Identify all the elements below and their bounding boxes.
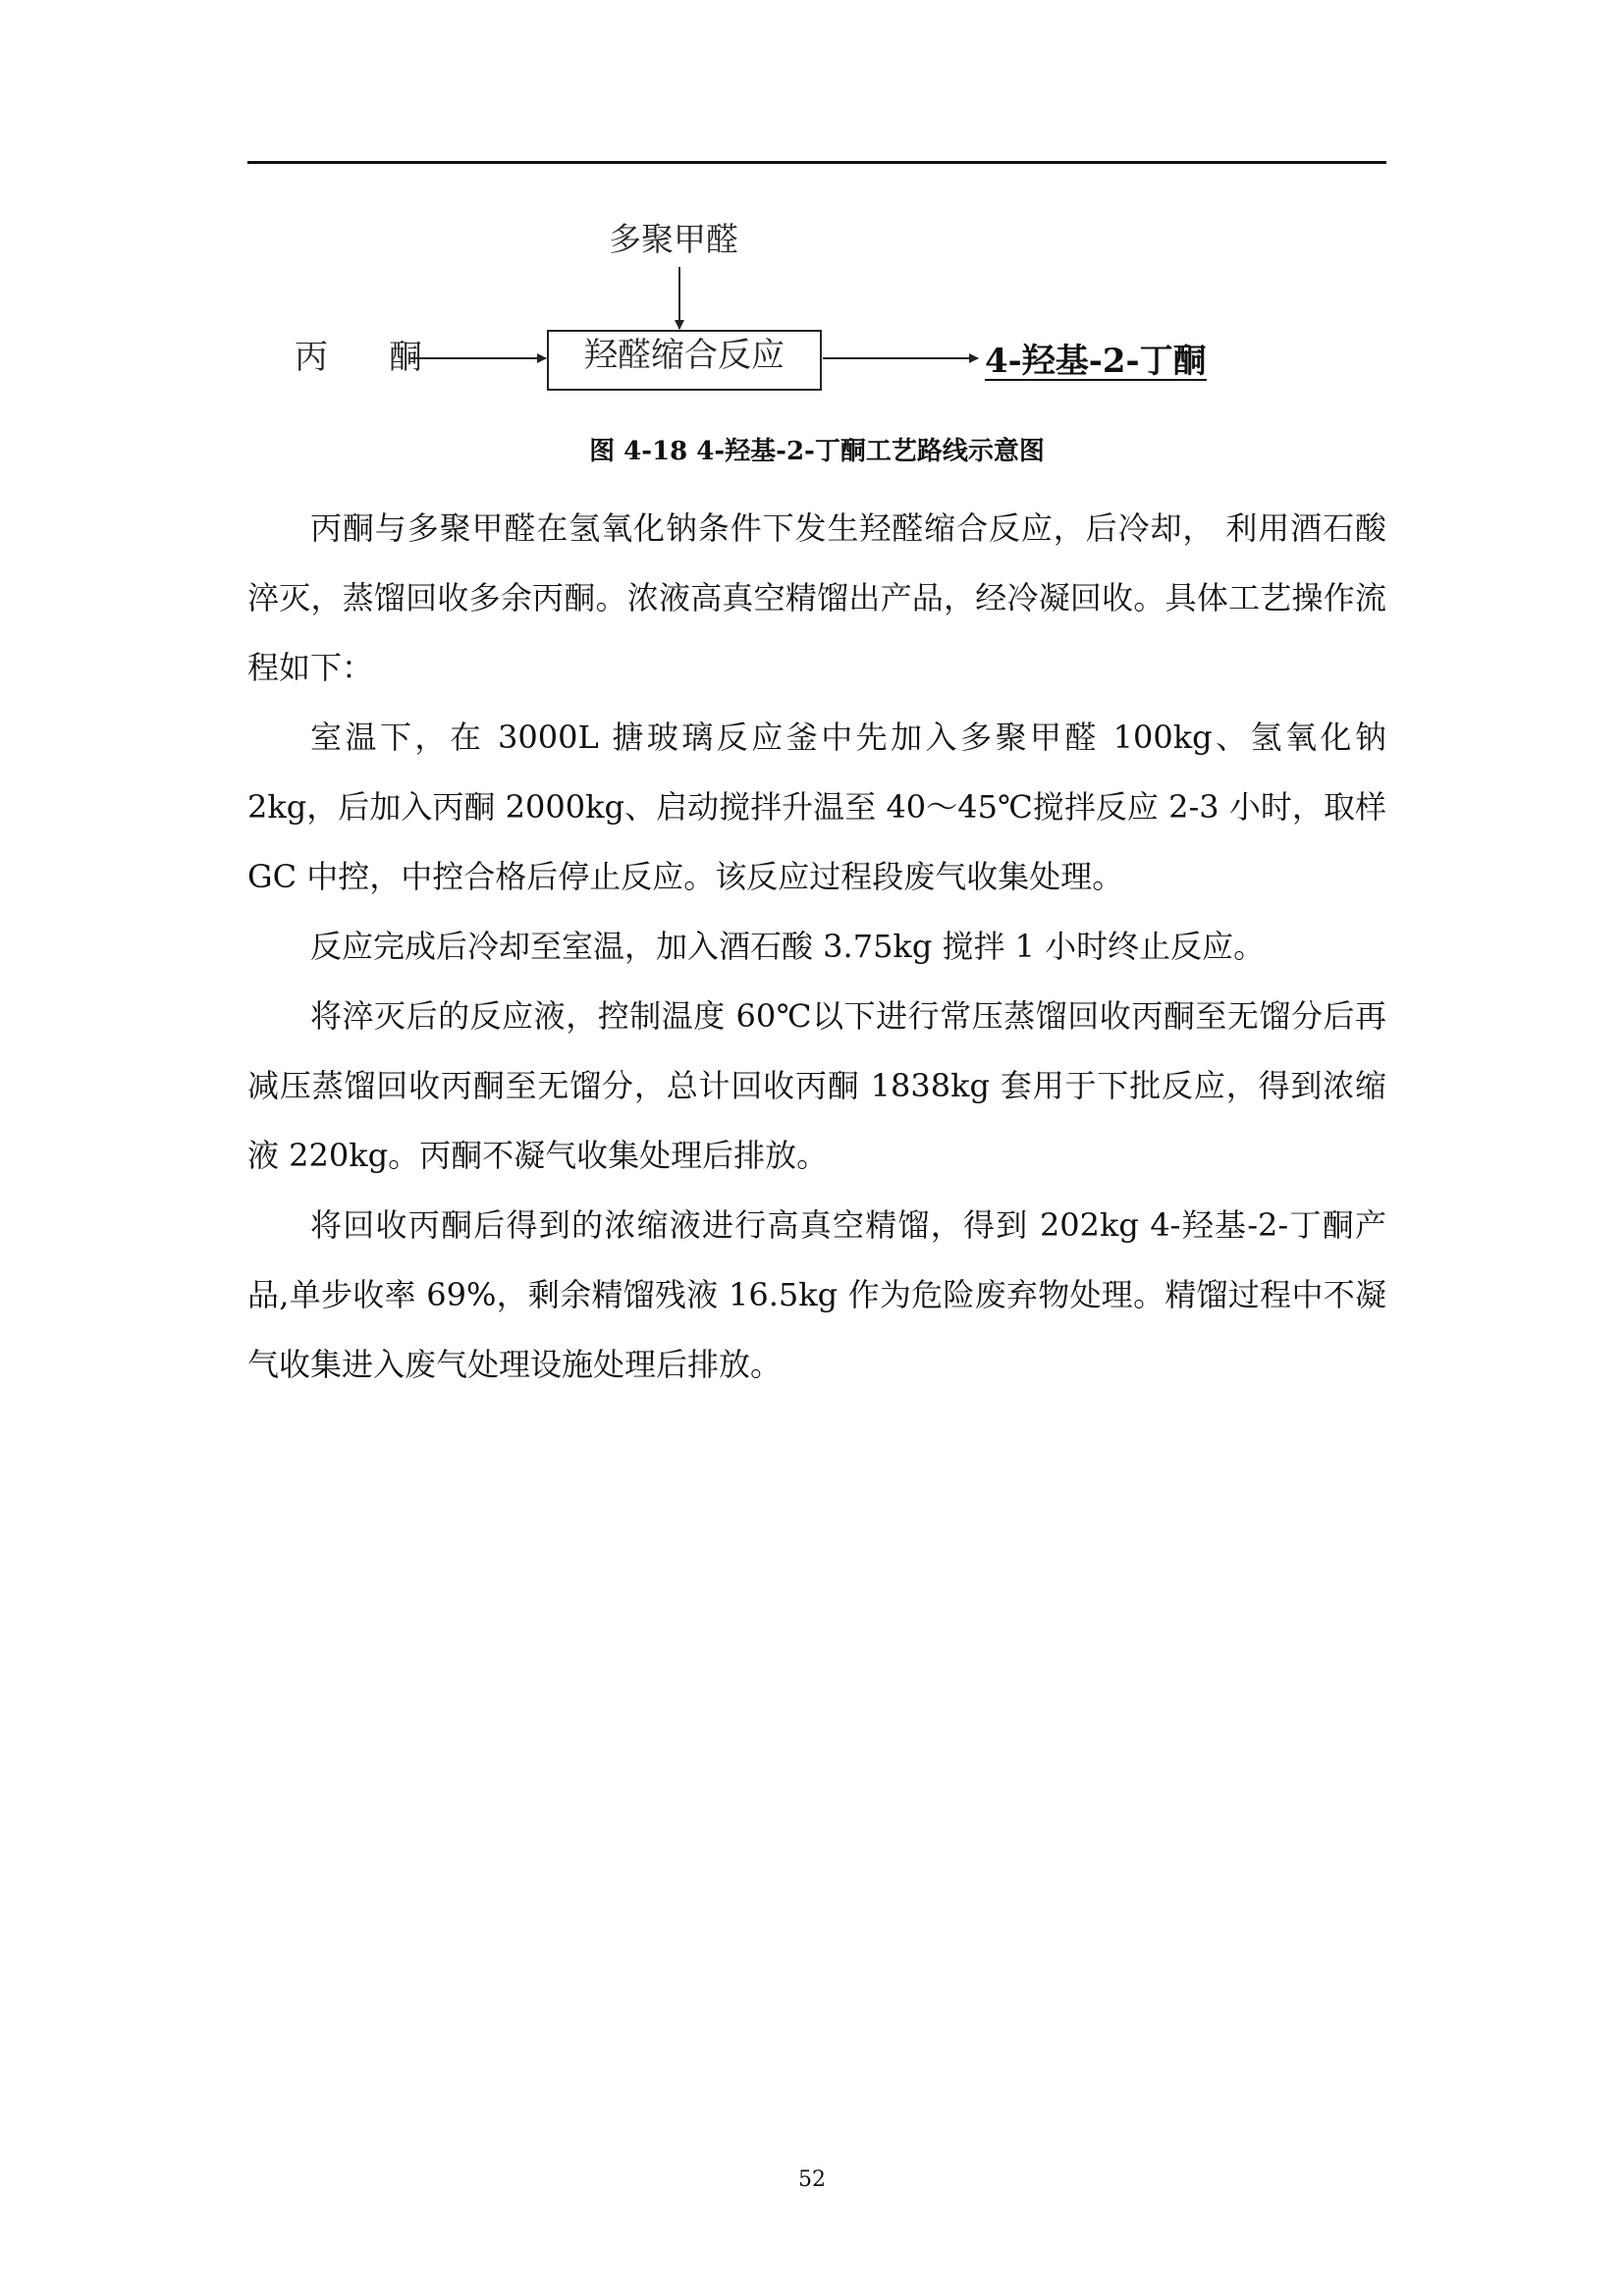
paragraph: 将回收丙酮后得到的浓缩液进行高真空精馏，得到 202kg 4-羟基-2-丁酮产品,单步收率 69%，剩余精馏残液 16.5kg 作为危险废弃物处理。精馏过程中不凝气收集进入废气处理设施处理后排放。: [247, 1206, 1386, 1383]
body-text: [247, 494, 1386, 1400]
diagram-product: 4-羟基-2-丁酮: [985, 342, 1207, 381]
figure-caption: 图 4-18 4-羟基-2-丁酮工艺路线示意图: [589, 437, 1045, 466]
paragraph: 反应完成后冷却至室温，加入酒石酸 3.75kg 搅拌 1 小时终止反应。: [310, 928, 1266, 965]
process-flow-diagram: [0, 0, 1624, 432]
diagram-input-top: 多聚甲醛: [609, 220, 738, 258]
paragraph: 将淬灭后的反应液，控制温度 60℃以下进行常压蒸馏回收丙酮至无馏分后再减压蒸馏回收丙酮至无馏分，总计回收丙酮 1838kg 套用于下批反应，得到浓缩液 220kg。丙酮不凝气收集处理后排放。: [247, 997, 1386, 1174]
diagram-input-left: 丙 酮: [295, 338, 436, 377]
paragraph: 丙酮与多聚甲醛在氢氧化钠条件下发生羟醛缩合反应，后冷却， 利用酒石酸淬灭，蒸馏回收多余丙酮。浓液高真空精馏出产品，经冷凝回收。具体工艺操作流程如下：: [247, 509, 1386, 686]
paragraph: 室温下，在 3000L 搪玻璃反应釜中先加入多聚甲醛 100kg、氢氧化钠 2kg，后加入丙酮 2000kg、启动搅拌升温至 40～45℃搅拌反应 2-3 小时，取样 GC 中控，中控合格后停止反应。该反应过程段废气收集处理。: [247, 719, 1386, 895]
page-number: 52: [798, 2167, 826, 2192]
diagram-process-label: 羟醛缩合反应: [584, 336, 785, 375]
